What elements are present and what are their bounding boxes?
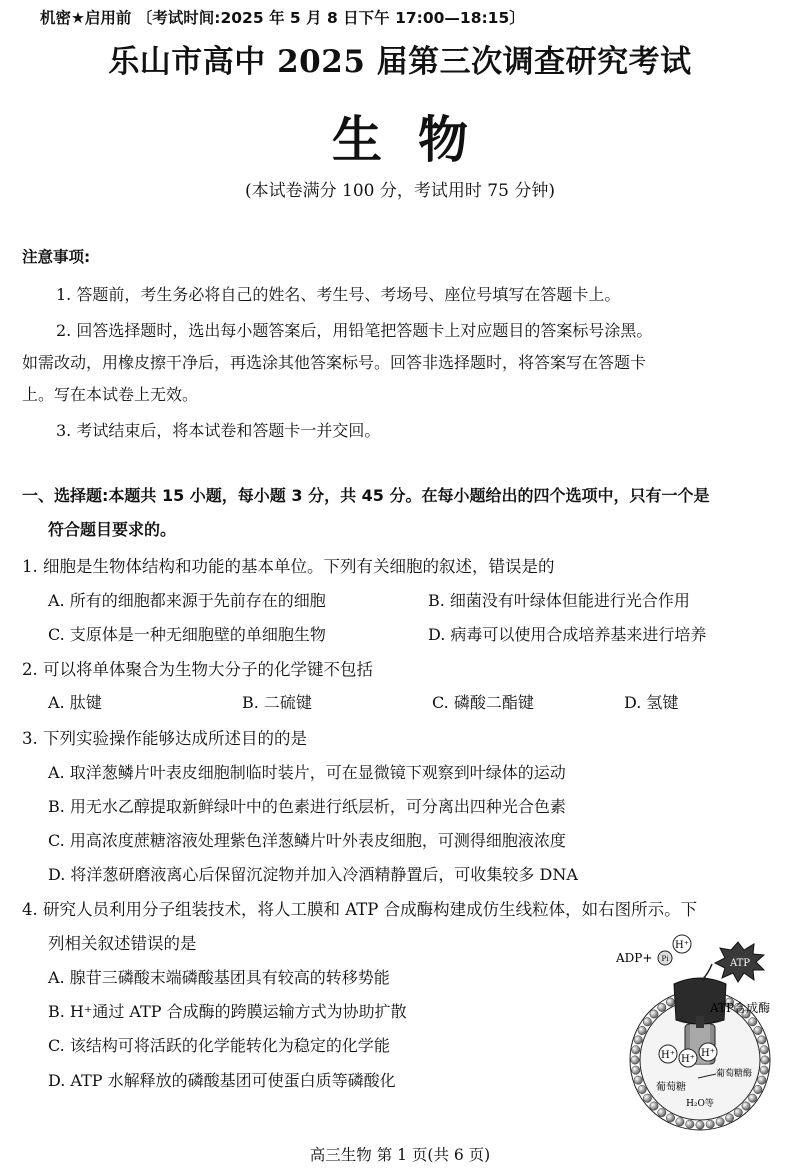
question-4-stem-cont: 列相关叙述错误的是 bbox=[48, 934, 197, 953]
lipid-bead bbox=[706, 1120, 714, 1128]
question-3-option-d: D. 将洋葱研磨液离心后保留沉淀物并加入冷酒精静置后，可收集较多 DNA bbox=[48, 865, 578, 884]
question-2-option-a: A. 肽键 bbox=[48, 693, 102, 712]
question-4-stem: 4. 研究人员利用分子组装技术，将人工膜和 ATP 合成酶构建成仿生线粒体，如右图所示。下 bbox=[22, 900, 698, 919]
lipid-bead bbox=[666, 998, 674, 1006]
lipid-bead bbox=[638, 1085, 646, 1093]
exam-title: 乐山市高中 2025 届第三次调查研究考试 bbox=[108, 44, 692, 80]
lipid-bead bbox=[631, 1056, 639, 1064]
lipid-bead bbox=[658, 1003, 666, 1011]
question-4-option-c: C. 该结构可将活跃的化学能转化为稳定的化学能 bbox=[48, 1036, 390, 1055]
lipid-bead bbox=[638, 1026, 646, 1034]
lipid-bead bbox=[760, 1066, 768, 1074]
section-heading: 一、选择题:本题共 15 小题，每小题 3 分，共 45 分。在每小题给出的四个选项中，只有一个是 bbox=[22, 486, 710, 505]
h-plus-inner-2: H⁺ bbox=[681, 1054, 695, 1065]
question-4-option-a: A. 腺苷三磷酸末端磷酸基团具有较高的转移势能 bbox=[48, 968, 390, 987]
lipid-bead bbox=[716, 1118, 724, 1126]
lipid-bead bbox=[632, 1066, 640, 1074]
lipid-bead bbox=[758, 1036, 766, 1044]
lipid-bead bbox=[754, 1026, 762, 1034]
question-4-option-d: D. ATP 水解释放的磷酸基团可使蛋白质等磷酸化 bbox=[48, 1071, 396, 1090]
lipid-bead bbox=[643, 1018, 651, 1026]
atp-label: ATP bbox=[729, 958, 751, 969]
lipid-bead bbox=[760, 1046, 768, 1054]
lipid-bead bbox=[666, 1114, 674, 1122]
confidential-line: 机密★启用前 〔考试时间:2025 年 5 月 8 日下午 17:00—18:15〕 bbox=[40, 9, 525, 27]
lipid-bead bbox=[696, 1121, 704, 1129]
h-plus-top-label: H⁺ bbox=[675, 940, 689, 951]
question-1-option-c: C. 支原体是一种无细胞壁的单细胞生物 bbox=[48, 625, 326, 644]
glucose-label: 葡萄糖 bbox=[656, 1082, 686, 1093]
question-2-option-d: D. 氢键 bbox=[624, 693, 679, 712]
h-plus-inner-1: H⁺ bbox=[661, 1050, 675, 1061]
lipid-bead bbox=[754, 1085, 762, 1093]
question-3-option-c: C. 用高浓度蔗糖溶液处理紫色洋葱鳞片叶外表皮细胞，可测得细胞液浓度 bbox=[48, 831, 566, 850]
lipid-bead bbox=[686, 1120, 694, 1128]
enzyme-label: 葡萄糖酶 bbox=[716, 1069, 753, 1079]
question-1-option-d: D. 病毒可以使用合成培养基来进行培养 bbox=[428, 625, 707, 644]
lipid-bead bbox=[650, 1010, 658, 1018]
note-item-3: 3. 考试结束后，将本试卷和答题卡一并交回。 bbox=[56, 421, 381, 440]
h-plus-inner-3: H⁺ bbox=[701, 1048, 715, 1059]
lipid-bead bbox=[734, 1108, 742, 1116]
lipid-bead bbox=[676, 1118, 684, 1126]
note-item-1: 1. 答题前，考生务必将自己的姓名、考生号、考场号、座位号填写在答题卡上。 bbox=[56, 285, 621, 304]
note-item-2-cont2: 上。写在本试卷上无效。 bbox=[22, 385, 199, 404]
lipid-bead bbox=[643, 1094, 651, 1102]
question-3-stem: 3. 下列实验操作能够达成所述目的的是 bbox=[22, 729, 307, 748]
question-1-option-a: A. 所有的细胞都来源于先前存在的细胞 bbox=[48, 591, 326, 610]
lipid-bead bbox=[650, 1102, 658, 1110]
water-label: H₂O等 bbox=[686, 1099, 714, 1109]
lipid-bead bbox=[758, 1076, 766, 1084]
atp-synthase-label: ATP合成酶 bbox=[710, 1001, 771, 1015]
lipid-bead bbox=[742, 1102, 750, 1110]
note-item-2: 2. 回答选择题时，选出每小题答案后，用铅笔把答题卡上对应题目的答案标号涂黑。 bbox=[56, 321, 653, 340]
question-4-option-b: B. H⁺通过 ATP 合成酶的跨膜运输方式为协助扩散 bbox=[48, 1002, 407, 1021]
subject-title: 生物 bbox=[332, 110, 504, 169]
adp-label: ADP+ bbox=[616, 951, 653, 965]
note-item-2-cont: 如需改动，用橡皮擦干净后，再选涂其他答案标号。回答非选择题时，将答案写在答题卡 bbox=[22, 353, 647, 372]
notes-heading: 注意事项: bbox=[22, 248, 91, 266]
bionic-mitochondrion-figure bbox=[612, 928, 788, 1140]
lipid-bead bbox=[748, 1018, 756, 1026]
question-1-option-b: B. 细菌没有叶绿体但能进行光合作用 bbox=[428, 591, 690, 610]
question-1-stem: 1. 细胞是生物体结构和功能的基本单位。下列有关细胞的叙述，错误是的 bbox=[22, 557, 555, 576]
lipid-bead bbox=[634, 1076, 642, 1084]
lipid-bead bbox=[748, 1094, 756, 1102]
lipid-bead bbox=[658, 1108, 666, 1116]
lipid-bead bbox=[761, 1056, 769, 1064]
lipid-bead bbox=[632, 1046, 640, 1054]
question-2-option-c: C. 磷酸二酯键 bbox=[432, 693, 534, 712]
lipid-bead bbox=[725, 1114, 733, 1122]
question-3-option-b: B. 用无水乙醇提取新鲜绿叶中的色素进行纸层析，可分离出四种光合色素 bbox=[48, 797, 566, 816]
question-2-stem: 2. 可以将单体聚合为生物大分子的化学键不包括 bbox=[22, 660, 373, 679]
page-footer: 高三生物 第 1 页(共 6 页) bbox=[309, 1146, 491, 1164]
score-note: (本试卷满分 100 分，考试用时 75 分钟) bbox=[245, 181, 555, 201]
question-3-option-a: A. 取洋葱鳞片叶表皮细胞制临时装片，可在显微镜下观察到叶绿体的运动 bbox=[48, 763, 566, 782]
pi-label: Pi bbox=[661, 955, 669, 963]
section-heading-cont: 符合题目要求的。 bbox=[48, 520, 177, 539]
question-2-option-b: B. 二硫键 bbox=[242, 693, 312, 712]
lipid-bead bbox=[634, 1036, 642, 1044]
